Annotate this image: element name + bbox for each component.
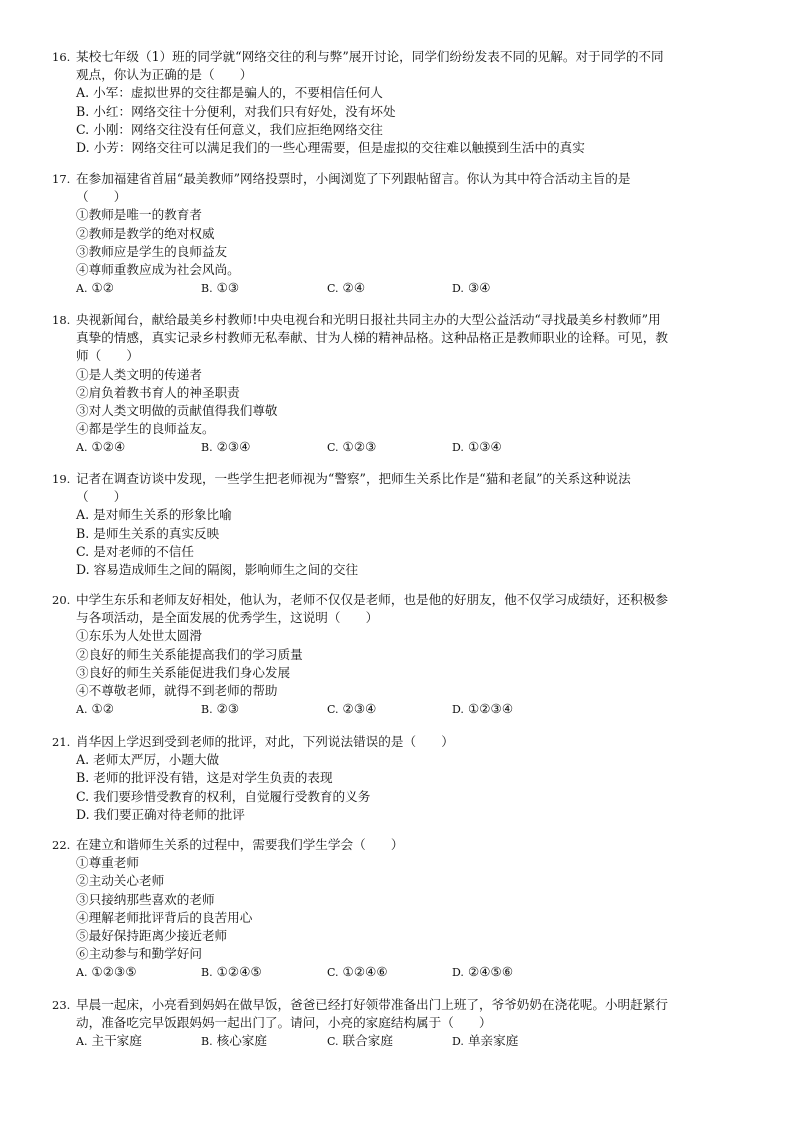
question-18 <box>52 311 752 457</box>
option-text: 小红：网络交往十分便利，对我们只有好处，没有坏处 <box>93 103 396 119</box>
option-text: 容易造成师生之间的隔阂，影响师生之间的交往 <box>93 561 359 577</box>
option-text: ①②③④ <box>467 701 514 717</box>
option-label: B. <box>201 703 213 717</box>
option-label: D. <box>452 282 464 296</box>
option-text: ①②④⑥ <box>342 964 388 980</box>
option-b[interactable] <box>201 963 262 982</box>
option-text: 是对老师的不信任 <box>93 543 194 559</box>
option-b[interactable] <box>201 1032 267 1051</box>
option-label: C. <box>76 543 90 559</box>
option-label: C. <box>76 121 90 137</box>
option-text: 小芳：网络交往可以满足我们的一些心理需要，但是虚拟的交往难以触摸到生活中的真实 <box>93 139 585 155</box>
option-label: B. <box>76 103 90 119</box>
option-text: ①②③ <box>342 439 377 455</box>
options-row <box>52 700 752 718</box>
statement-item: ③教师应是学生的良师益友 <box>76 243 228 259</box>
option-text: ①②④⑤ <box>216 964 262 980</box>
statement-item: ④尊师重教应成为社会风尚。 <box>76 261 240 277</box>
option-b[interactable] <box>201 700 239 719</box>
options-row <box>52 1032 752 1050</box>
option-text: ②③ <box>216 701 240 717</box>
option-label: D. <box>452 966 464 980</box>
option-b[interactable] <box>201 438 250 457</box>
option-text: 我们要珍惜受教育的权利，自觉履行受教育的义务 <box>93 788 371 804</box>
options-row <box>52 438 752 456</box>
option-label: C. <box>327 966 339 980</box>
statement-item: ②主动关心老师 <box>76 873 165 889</box>
options-row <box>52 963 752 981</box>
question-number: 19. <box>52 472 71 486</box>
question-16 <box>52 48 752 157</box>
option-label: D. <box>452 703 464 717</box>
option-a[interactable] <box>76 963 137 982</box>
option-label: B. <box>201 441 213 455</box>
option-label: A. <box>76 1035 88 1049</box>
option-label: B. <box>201 966 213 980</box>
option-label: A. <box>76 282 88 296</box>
option-label: A. <box>76 703 88 717</box>
option-text: ③④ <box>467 280 491 296</box>
option-text: ②③④ <box>342 701 377 717</box>
statement-item: ④不尊敬老师，就得不到老师的帮助 <box>76 682 278 698</box>
option-d[interactable] <box>52 806 752 824</box>
option-c[interactable] <box>327 279 365 298</box>
option-text: ①②④ <box>91 439 126 455</box>
question-19 <box>52 470 752 579</box>
option-d[interactable] <box>452 438 502 457</box>
option-text: 主干家庭 <box>91 1033 142 1049</box>
option-label: B. <box>201 1035 213 1049</box>
question-stem: 中学生东乐和老师友好相处，他认为，老师不仅仅是老师，也是他的好朋友，他不仅学习成绩好，还积极参 <box>76 592 668 607</box>
option-c[interactable] <box>327 1032 393 1051</box>
option-a[interactable] <box>76 438 125 457</box>
statement-item: ③只接纳那些喜欢的老师 <box>76 891 215 907</box>
question-stem: （ ） <box>76 489 127 505</box>
statement-item: ③良好的师生关系能促进我们身心发展 <box>76 664 291 680</box>
option-c[interactable] <box>52 788 752 806</box>
question-stem: 记者在调查访谈中发现，一些学生把老师视为“警察”，把师生关系比作是“猫和老鼠”的关系这种说法 <box>76 471 631 486</box>
option-a[interactable] <box>76 1032 142 1051</box>
option-label: D. <box>76 561 90 577</box>
option-label: C. <box>76 788 90 804</box>
option-text: 核心家庭 <box>216 1033 267 1049</box>
option-d[interactable] <box>52 139 752 157</box>
option-label: B. <box>76 770 90 786</box>
question-stem: 某校七年级（1）班的同学就“网络交往的利与弊”展开讨论，同学们纷纷发表不同的见解。对于同学的不同 <box>76 49 664 64</box>
option-label: B. <box>76 525 90 541</box>
option-label: C. <box>327 282 339 296</box>
option-text: 小刚：网络交往没有任何意义，我们应拒绝网络交往 <box>93 121 383 137</box>
question-stem: 早晨一起床，小亮看到妈妈在做早饭，爸爸已经打好领带准备出门上班了，爷爷奶奶在浇花呢。小明赶紧行 <box>76 997 668 1012</box>
option-c[interactable] <box>327 438 376 457</box>
statement-item: ①教师是唯一的教育者 <box>76 207 202 223</box>
option-text: 联合家庭 <box>342 1033 393 1049</box>
statement-item: ①东乐为人处世太圆滑 <box>76 628 202 644</box>
question-stem: 观点，你认为正确的是（ ） <box>76 67 253 83</box>
question-stem: 与各项活动，是全面发展的优秀学生，这说明（ ） <box>76 610 379 626</box>
statement-item: ⑤最好保持距离少接近老师 <box>76 927 228 943</box>
option-c[interactable] <box>327 700 376 719</box>
option-text: 我们要正确对待老师的批评 <box>93 806 245 822</box>
question-stem: 央视新闻台，献给最美乡村教师!中央电视台和光明日报社共同主办的大型公益活动“寻找最美乡村教师”用 <box>76 312 661 327</box>
statement-item: ②肩负着教书育人的神圣职责 <box>76 384 240 400</box>
option-d[interactable] <box>452 963 513 982</box>
option-a[interactable] <box>76 279 114 298</box>
option-b[interactable] <box>201 279 239 298</box>
question-stem: 在建立和谐师生关系的过程中，需要我们学生学会（ ） <box>76 837 404 852</box>
option-label: D. <box>452 1035 464 1049</box>
question-23 <box>52 996 752 1051</box>
option-label: D. <box>452 441 464 455</box>
option-a[interactable] <box>52 506 752 524</box>
question-17 <box>52 170 752 297</box>
option-text: ①③ <box>216 280 240 296</box>
option-b[interactable] <box>52 769 752 787</box>
option-label: A. <box>76 85 90 101</box>
option-text: 老师太严厉，小题大做 <box>93 752 220 768</box>
option-text: 老师的批评没有错，这是对学生负责的表现 <box>93 770 333 786</box>
statement-item: ④都是学生的良师益友。 <box>76 421 215 437</box>
option-a[interactable] <box>52 84 752 102</box>
question-20 <box>52 591 752 718</box>
question-number: 18. <box>52 313 71 327</box>
option-label: D. <box>76 139 90 155</box>
statement-item: ⑥主动参与和勤学好问 <box>76 946 202 962</box>
option-text: ②④ <box>342 280 366 296</box>
option-label: A. <box>76 441 88 455</box>
option-b[interactable] <box>52 103 752 121</box>
question-stem: 动，准备吃完早饭跟妈妈一起出门了。请问，小亮的家庭结构属于（ ） <box>76 1015 492 1031</box>
statement-item: ①是人类文明的传递者 <box>76 366 202 382</box>
statement-item: ③对人类文明做的贡献值得我们尊敬 <box>76 402 278 418</box>
question-stem: 在参加福建省首届“最美教师”网络投票时，小闽浏览了下列跟帖留言。你认为其中符合活动主旨的是 <box>76 171 631 186</box>
question-number: 21. <box>52 735 71 749</box>
question-number: 20. <box>52 593 71 607</box>
option-d[interactable] <box>452 700 513 719</box>
option-a[interactable] <box>76 700 114 719</box>
option-c[interactable] <box>52 543 752 561</box>
option-d[interactable] <box>452 1032 518 1051</box>
option-c[interactable] <box>52 121 752 139</box>
option-text: ①③④ <box>467 439 502 455</box>
option-text: ①② <box>91 280 115 296</box>
option-label: D. <box>76 806 90 822</box>
option-label: C. <box>327 441 339 455</box>
question-stem: （ ） <box>76 189 127 205</box>
question-number: 23. <box>52 998 71 1012</box>
option-text: 单亲家庭 <box>467 1033 519 1049</box>
question-stem: 师（ ） <box>76 348 139 364</box>
option-d[interactable] <box>52 561 752 579</box>
option-d[interactable] <box>452 279 491 298</box>
statement-item: ④理解老师批评背后的良苦用心 <box>76 909 253 925</box>
question-stem: 肖华因上学迟到受到老师的批评，对此，下列说法错误的是（ ） <box>76 734 454 749</box>
option-label: A. <box>76 966 88 980</box>
options-row <box>52 279 752 297</box>
option-text: ①② <box>91 701 115 717</box>
statement-item: ②良好的师生关系能提高我们的学习质量 <box>76 646 303 662</box>
option-c[interactable] <box>327 963 388 982</box>
option-label: A. <box>76 752 90 768</box>
option-label: A. <box>76 507 90 523</box>
statement-item: ②教师是教学的绝对权威 <box>76 225 215 241</box>
option-a[interactable] <box>52 751 752 769</box>
option-text: 小军：虚拟世界的交往都是骗人的，不要相信任何人 <box>93 85 383 101</box>
question-number: 16. <box>52 50 71 64</box>
option-b[interactable] <box>52 525 752 543</box>
option-label: C. <box>327 703 339 717</box>
option-text: ②④⑤⑥ <box>467 964 514 980</box>
option-text: ②③④ <box>216 439 251 455</box>
question-number: 17. <box>52 172 71 186</box>
option-label: B. <box>201 282 213 296</box>
statement-item: ①尊重老师 <box>76 855 139 871</box>
option-text: 是师生关系的真实反映 <box>93 525 220 541</box>
question-number: 22. <box>52 838 71 852</box>
option-text: ①②③⑤ <box>91 964 137 980</box>
question-22 <box>52 836 752 982</box>
option-label: C. <box>327 1035 339 1049</box>
question-stem: 真挚的情感，真实记录乡村教师无私奉献、甘为人梯的精神品格。这种品格正是教师职业的诠释。可见，教 <box>76 330 668 346</box>
option-text: 是对师生关系的形象比喻 <box>93 507 232 523</box>
question-21 <box>52 733 752 824</box>
